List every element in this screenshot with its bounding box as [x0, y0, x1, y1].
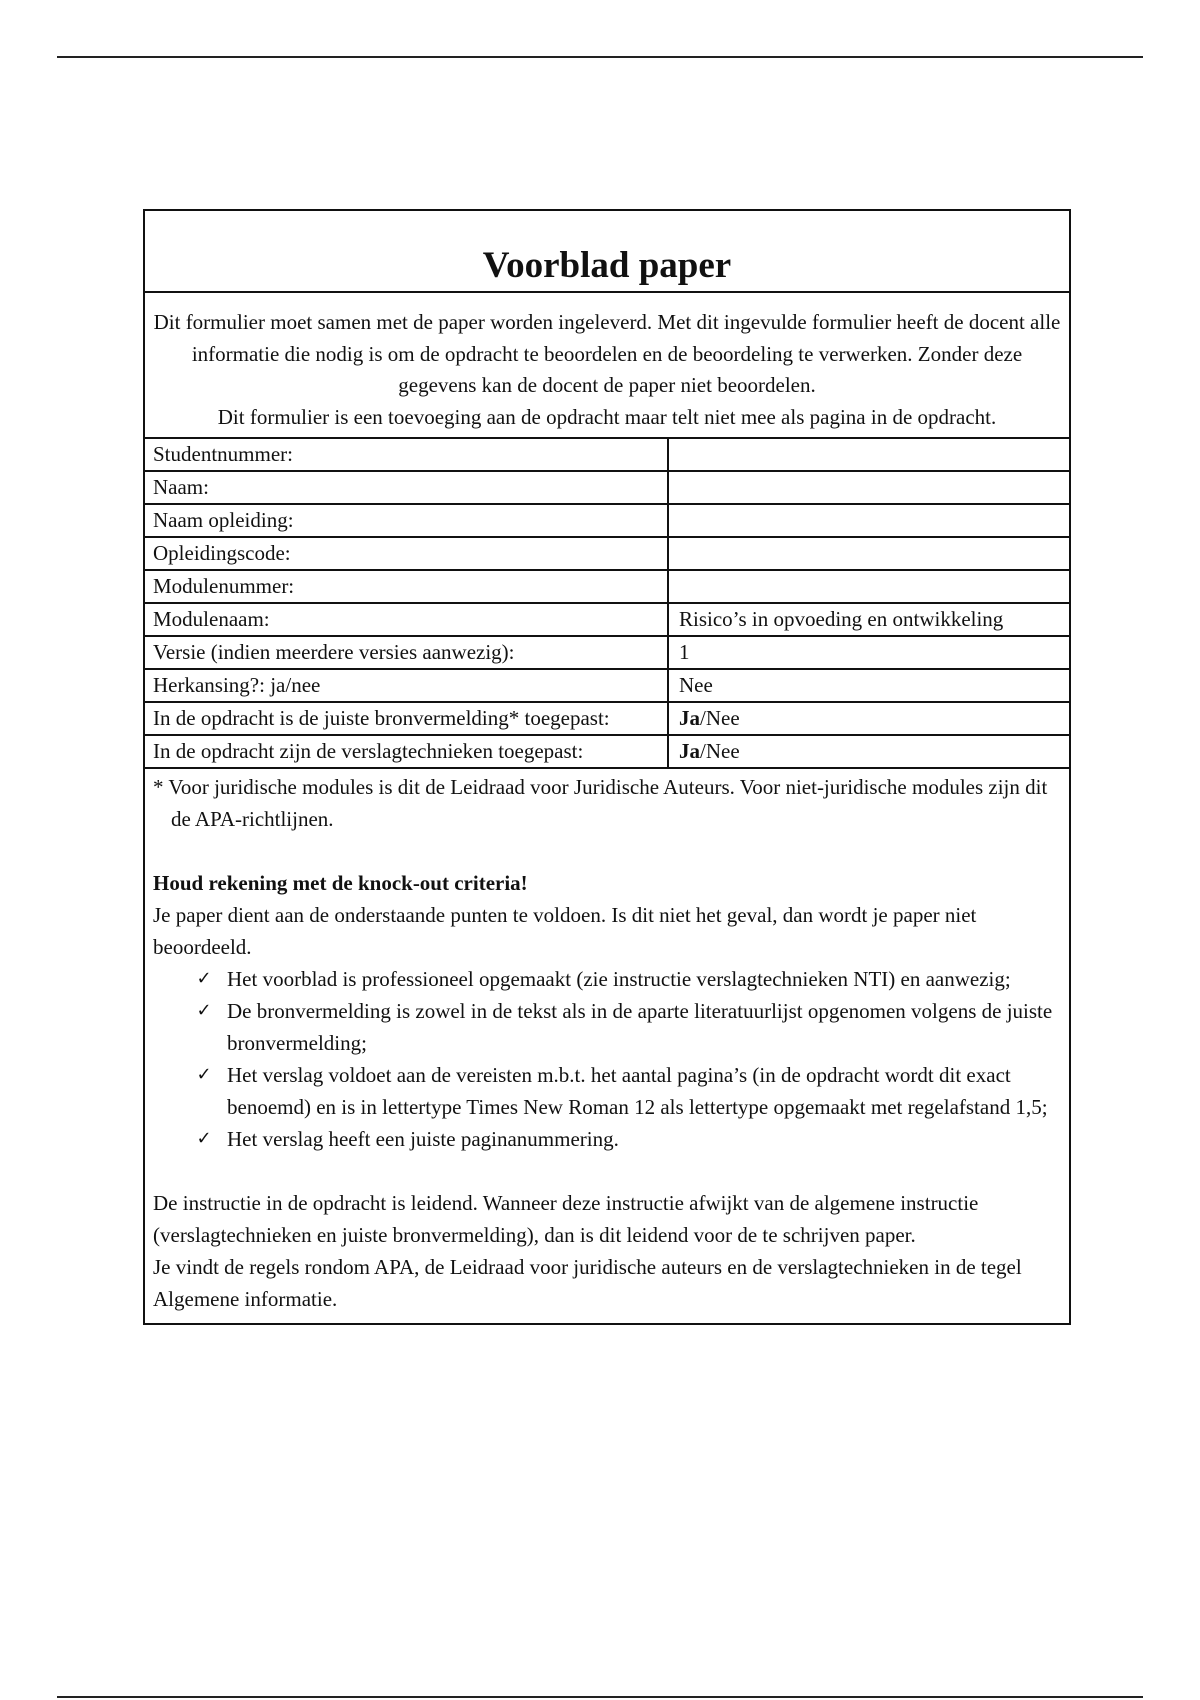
label-opleidingscode: Opleidingscode:	[145, 538, 669, 569]
row-naam-opleiding	[145, 505, 1069, 538]
spacer	[153, 1155, 1061, 1187]
label-modulenaam: Modulenaam:	[145, 604, 669, 635]
value-versie[interactable]: 1	[679, 640, 690, 664]
label-naam: Naam:	[145, 472, 669, 503]
header-rule	[57, 56, 1143, 58]
knockout-heading: Houd rekening met de knock-out criteria!	[153, 871, 528, 895]
row-modulenummer	[145, 571, 1069, 604]
criterion-text: Het verslag voldoet aan de vereisten m.b.t. het aantal pagina’s (in de opdracht wordt dit exact benoemd) en is in lettertype Times New Roman 12 als lettertype opgemaakt met regelafstand 1,5;	[227, 1063, 1048, 1119]
list-item	[196, 1059, 1061, 1123]
criterion-text: Het voorblad is professioneel opgemaakt (zie instructie verslagtechnieken NTI) en aanwezig;	[227, 967, 1011, 991]
row-bronvermelding	[145, 703, 1069, 736]
row-opleidingscode	[145, 538, 1069, 571]
label-bronvermelding: In de opdracht is de juiste bronvermelding* toegepast:	[145, 703, 669, 734]
row-naam	[145, 472, 1069, 505]
rules-location-paragraph: Je vindt de regels rondom APA, de Leidraad voor juridische auteurs en de verslagtechnieken in de tegel Algemene informatie.	[153, 1255, 1022, 1311]
checkmark-icon: ✓	[196, 968, 212, 989]
criterion-text: Het verslag heeft een juiste paginanummering.	[227, 1127, 619, 1151]
value-modulenaam[interactable]: Risico’s in opvoeding en ontwikkeling	[679, 607, 1004, 631]
checkmark-icon: ✓	[196, 1000, 212, 1021]
row-studentnummer	[145, 439, 1069, 472]
checkmark-icon: ✓	[196, 1064, 212, 1085]
label-herkansing: Herkansing?: ja/nee	[145, 670, 669, 701]
value-naam[interactable]	[669, 472, 1069, 503]
list-item	[196, 963, 1061, 995]
list-item	[196, 995, 1061, 1059]
value-herkansing[interactable]: Nee	[679, 673, 713, 697]
intro-paragraph-note: Dit formulier is een toevoeging aan de opdracht maar telt niet mee als pagina in de opdracht.	[217, 404, 997, 429]
cover-sheet-form	[143, 209, 1071, 1325]
row-modulenaam	[145, 604, 1069, 637]
label-studentnummer: Studentnummer:	[145, 439, 669, 470]
criterion-text: De bronvermelding is zowel in de tekst als in de aparte literatuurlijst opgenomen volgens de juiste bronvermelding;	[227, 999, 1053, 1055]
value-studentnummer[interactable]	[669, 439, 1069, 470]
value-naam-opleiding[interactable]	[669, 505, 1069, 536]
row-herkansing	[145, 670, 1069, 703]
value-bronvermelding-option: /Nee	[700, 706, 740, 730]
value-bronvermelding-selected: Ja	[679, 706, 700, 730]
value-verslagtechnieken-selected: Ja	[679, 739, 700, 763]
value-modulenummer[interactable]	[669, 571, 1069, 602]
value-verslagtechnieken-option: /Nee	[700, 739, 740, 763]
intro-text	[145, 293, 1069, 439]
value-opleidingscode[interactable]	[669, 538, 1069, 569]
instruction-paragraph: De instructie in de opdracht is leidend. Wanneer deze instructie afwijkt van de algemene instructie (verslagtechnieken en juiste bronvermelding), dan is dit leidend voor de te schrijven paper.	[153, 1191, 979, 1247]
value-verslagtechnieken[interactable]	[669, 736, 1069, 767]
label-modulenummer: Modulenummer:	[145, 571, 669, 602]
knockout-intro: Je paper dient aan de onderstaande punten te voldoen. Is dit niet het geval, dan wordt je paper niet beoordeeld.	[153, 903, 977, 959]
spacer	[153, 835, 1061, 867]
notes-section	[145, 769, 1069, 1323]
row-versie	[145, 637, 1069, 670]
row-verslagtechnieken	[145, 736, 1069, 769]
knockout-criteria-list	[153, 963, 1061, 1155]
label-verslagtechnieken: In de opdracht zijn de verslagtechnieken toegepast:	[145, 736, 669, 767]
title-cell	[145, 211, 1069, 293]
value-bronvermelding[interactable]	[669, 703, 1069, 734]
footer-rule	[57, 1696, 1143, 1698]
intro-paragraph: Dit formulier moet samen met de paper worden ingeleverd. Met dit ingevulde formulier heeft de docent alle informatie die nodig is om de opdracht te beoordelen en de beoordeling te verwerken. Zonder deze gegevens kan de docent de paper niet beoordelen.	[153, 310, 1061, 397]
label-versie: Versie (indien meerdere versies aanwezig):	[145, 637, 669, 668]
label-naam-opleiding: Naam opleiding:	[145, 505, 669, 536]
checkmark-icon: ✓	[196, 1128, 212, 1149]
list-item	[196, 1123, 1061, 1155]
footnote: * Voor juridische modules is dit de Leidraad voor Juridische Auteurs. Voor niet-juridische modules zijn dit de APA-richtlijnen.	[153, 775, 1048, 831]
page-title: Voorblad paper	[482, 245, 732, 286]
